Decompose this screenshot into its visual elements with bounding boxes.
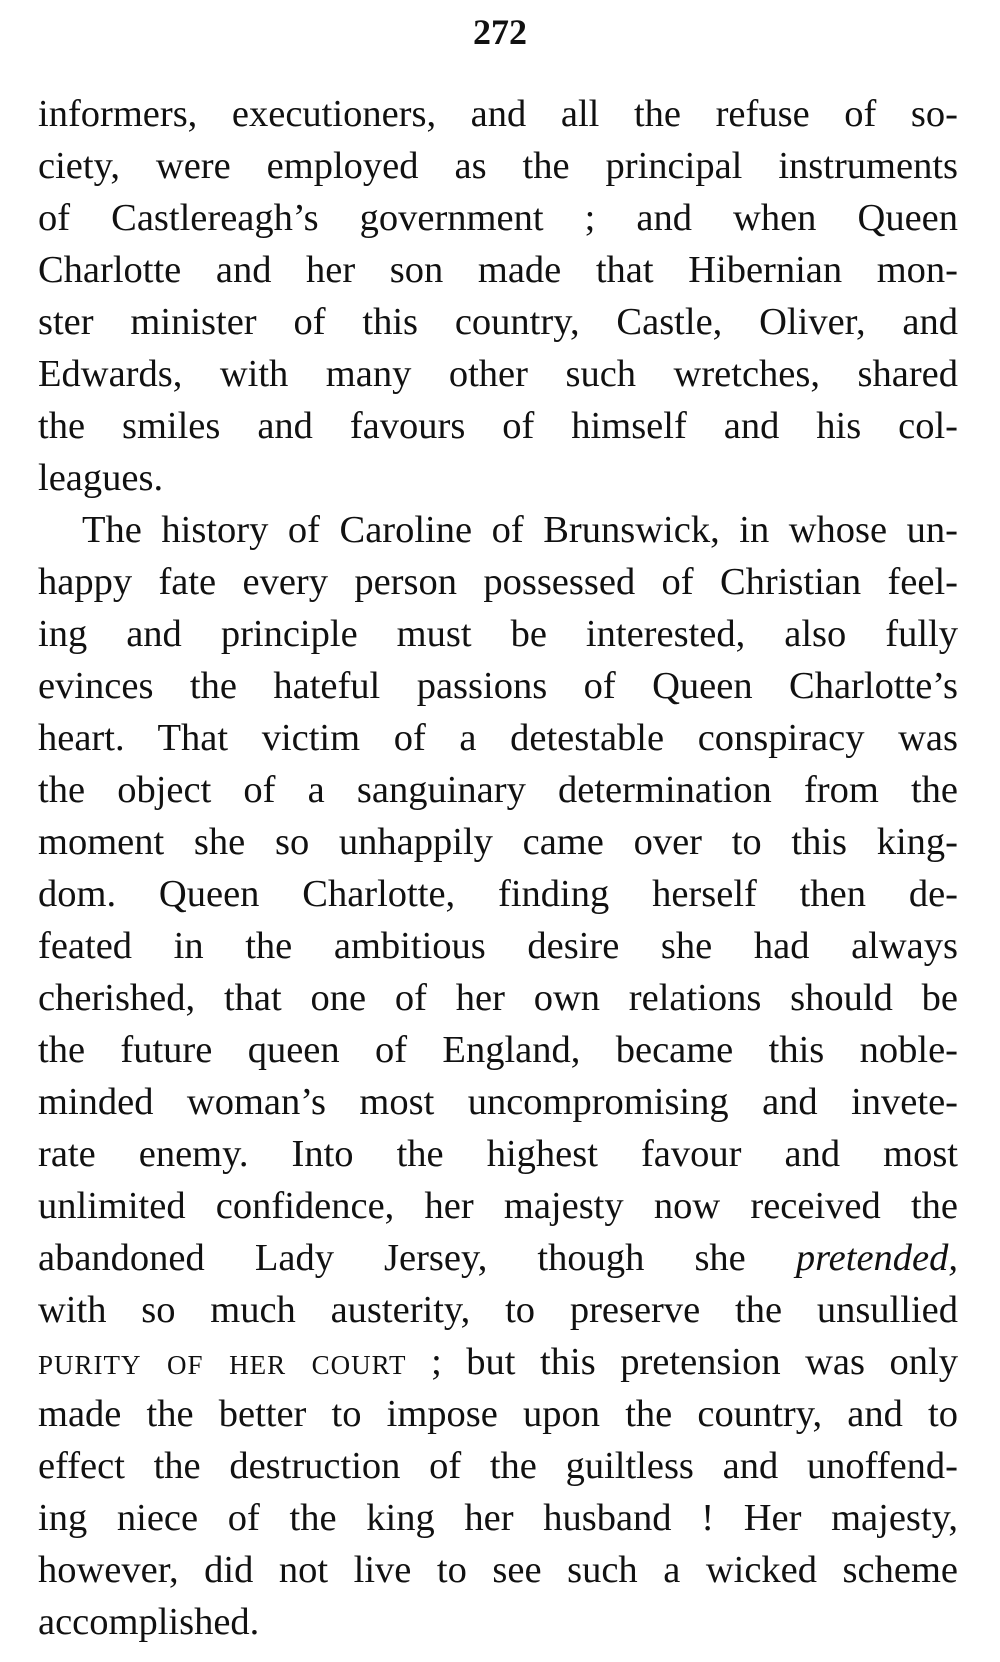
text-line: made the better to impose upon the country, and to [38,1393,958,1435]
text-line: the smiles and favours of himself and his col- [38,405,958,447]
text-line: rate enemy. Into the highest favour and most [38,1133,958,1175]
text-line: ciety, were employed as the principal instruments [38,145,958,187]
text-line: moment she so unhappily came over to this king- [38,821,958,863]
text-line: cherished, that one of her own relations should be [38,977,958,1019]
text-line: Edwards, with many other such wretches, shared [38,353,958,395]
text-line: leagues. [38,457,164,499]
text-line: ster minister of this country, Castle, Oliver, and [38,301,958,343]
body-text [38,88,958,1648]
text-line: with so much austerity, to preserve the unsullied [38,1289,958,1331]
text-line: informers, executioners, and all the refuse of so- [38,93,958,135]
page-number: 272 [473,12,527,52]
text-line [38,1336,958,1388]
text-line: effect the destruction of the guiltless and unoffend- [38,1445,958,1487]
text-line: ing niece of the king her husband ! Her majesty, [38,1497,958,1539]
text-line: of Castlereagh’s government ; and when Queen [38,197,958,239]
text-line: evinces the hateful passions of Queen Charlotte’s [38,665,958,707]
text-line: however, did not live to see such a wicked scheme [38,1549,958,1591]
text-line: dom. Queen Charlotte, finding herself then de- [38,873,958,915]
text-line: happy fate every person possessed of Christian feel- [38,561,958,603]
text-segment: ; but this pretension was only [406,1341,958,1383]
text-line: the object of a sanguinary determination from the [38,769,958,811]
text-line: the future queen of England, became this noble- [38,1029,958,1071]
text-line [38,1232,958,1284]
text-line: Charlotte and her son made that Hibernian mon- [38,249,958,291]
text-line: ing and principle must be interested, also fully [38,613,958,655]
italic-word: pretended, [795,1237,958,1279]
text-line: accomplished. [38,1601,260,1643]
text-line: feated in the ambitious desire she had always [38,925,958,967]
text-segment: abandoned Lady Jersey, though she [38,1237,796,1279]
small-caps-phrase: purity of her court [38,1341,407,1383]
text-line: heart. That victim of a detestable conspiracy was [38,717,958,759]
text-line: The history of Caroline of Brunswick, in whose un- [82,509,958,551]
text-line: unlimited confidence, her majesty now received the [38,1185,958,1227]
text-line: minded woman’s most uncompromising and invete- [38,1081,958,1123]
